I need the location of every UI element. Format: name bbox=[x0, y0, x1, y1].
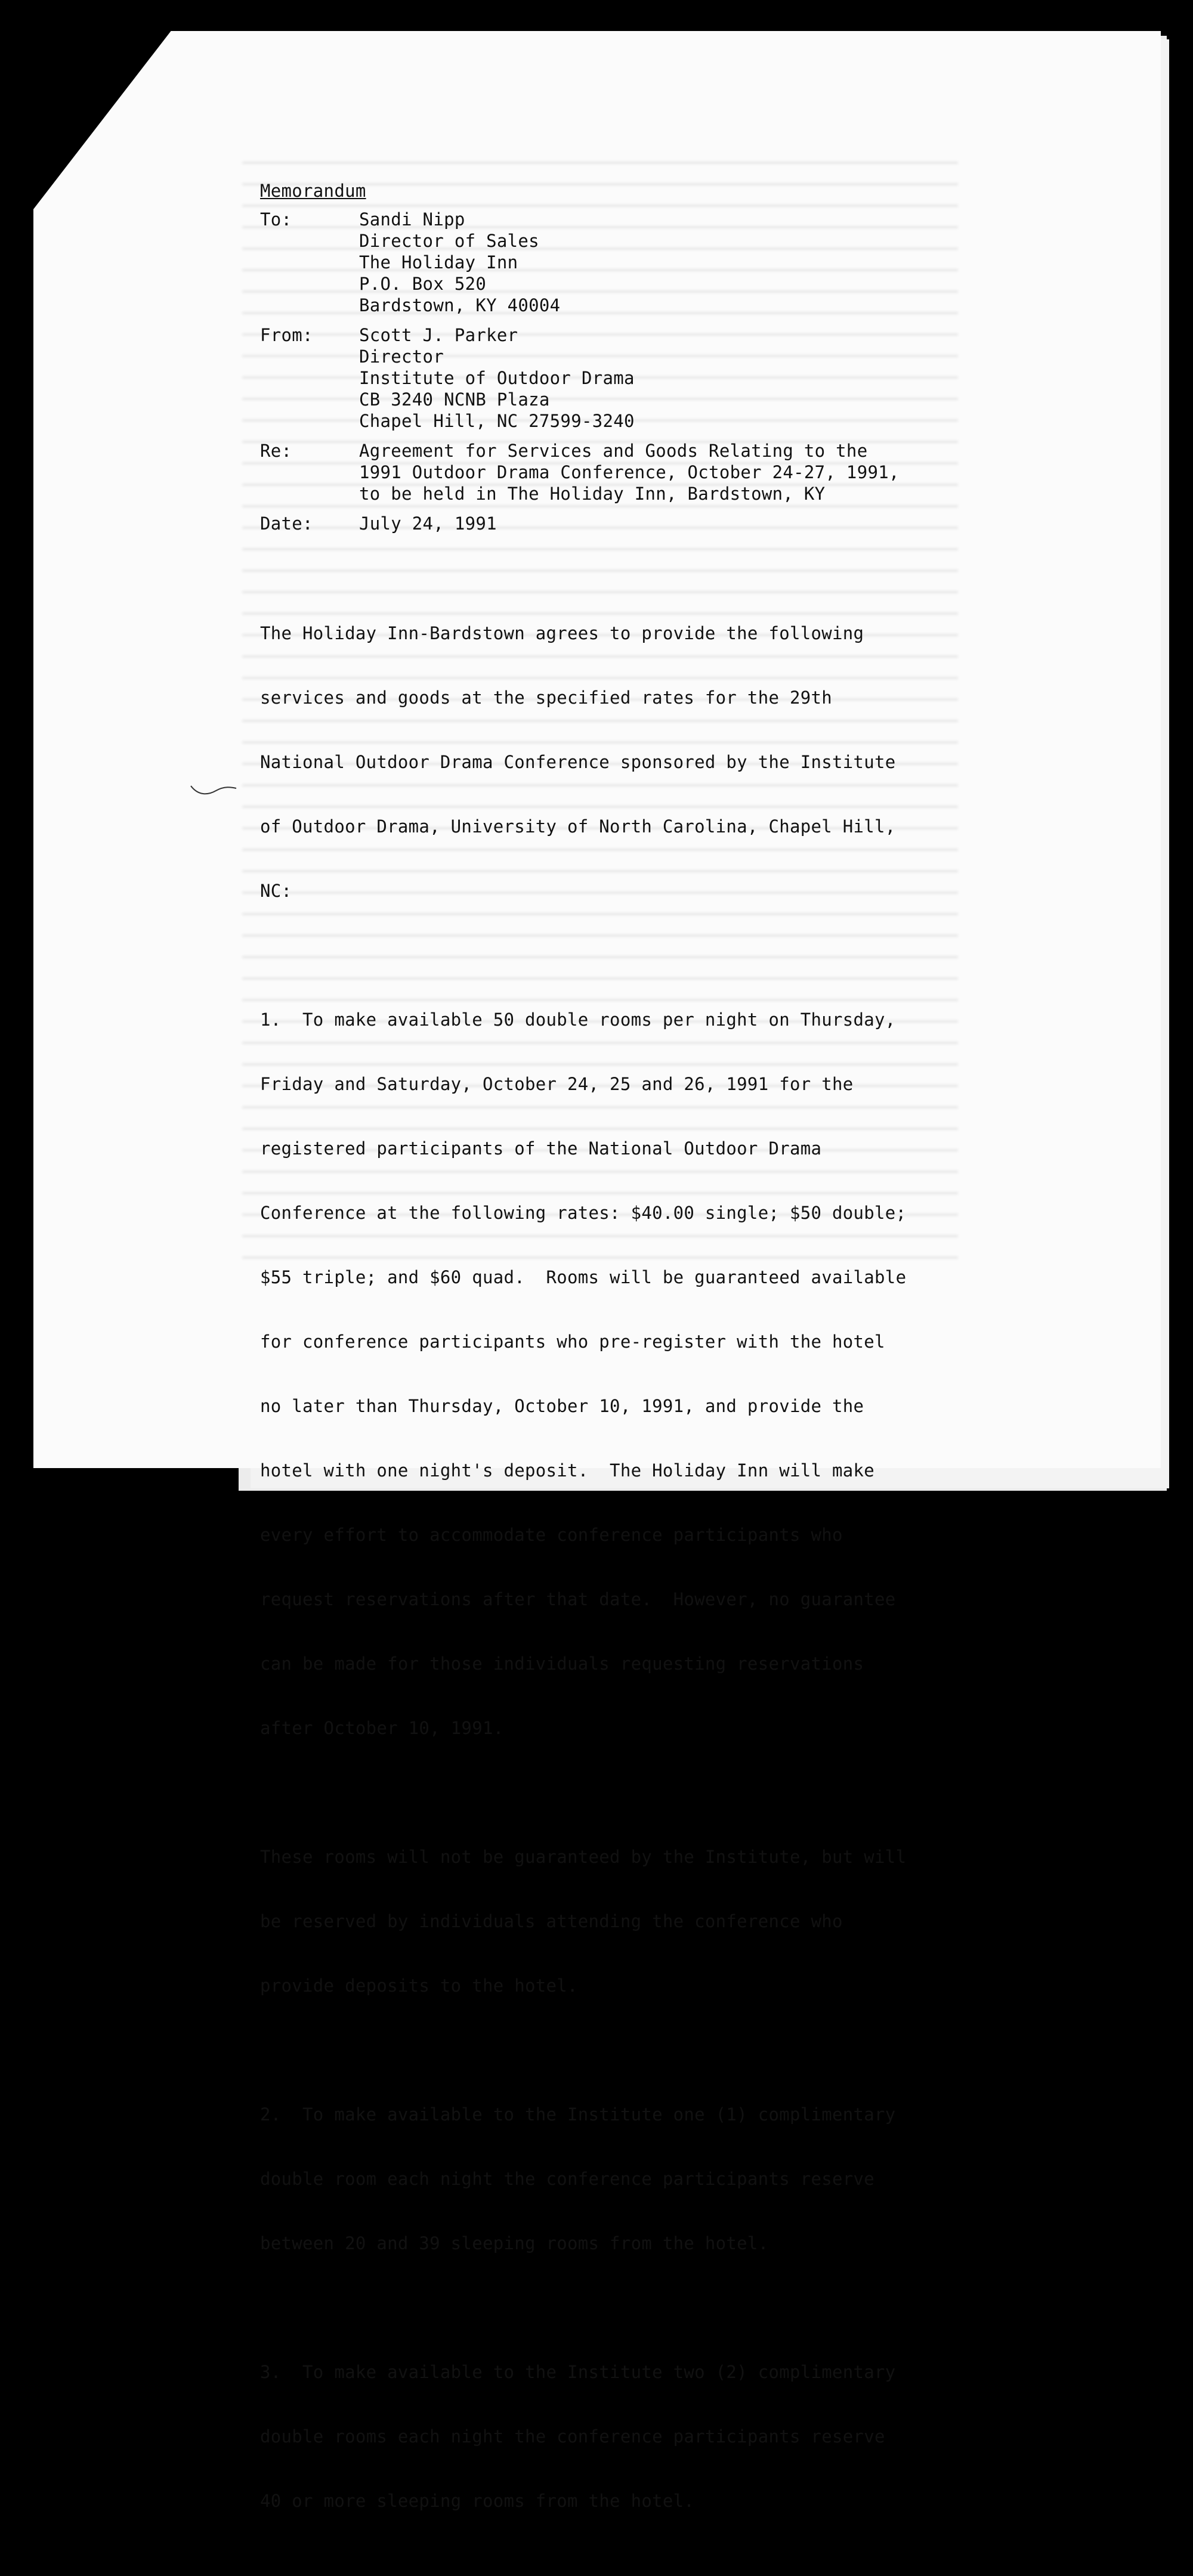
body-line: services and goods at the specified rates for the 29th bbox=[260, 688, 833, 708]
from-line: Institute of Outdoor Drama bbox=[359, 368, 635, 388]
to-address bbox=[359, 209, 940, 316]
body-line: These rooms will not be guaranteed by the Institute, but will bbox=[260, 1847, 907, 1867]
to-block bbox=[260, 209, 940, 316]
to-line: The Holiday Inn bbox=[359, 252, 518, 273]
re-label: Re: bbox=[260, 441, 292, 461]
body-line: every effort to accommodate conference participants who bbox=[260, 1525, 843, 1545]
body-line: request reservations after that date. However, no guarantee bbox=[260, 1589, 896, 1609]
body-line: be reserved by individuals attending the conference who bbox=[260, 1911, 843, 1931]
body-line: $55 triple; and $60 quad. Rooms will be guaranteed available bbox=[260, 1267, 907, 1287]
body-line: 1. To make available 50 double rooms per night on Thursday, bbox=[260, 1010, 896, 1030]
from-label: From: bbox=[260, 325, 313, 345]
re-subject bbox=[359, 440, 940, 504]
body-line: registered participants of the National Outdoor Drama bbox=[260, 1138, 822, 1159]
from-block bbox=[260, 324, 940, 432]
date-label: Date: bbox=[260, 513, 313, 534]
body-line: National Outdoor Drama Conference sponsored by the Institute bbox=[260, 752, 896, 772]
to-line: Bardstown, KY 40004 bbox=[359, 295, 561, 315]
body-line: between 20 and 39 sleeping rooms from the hotel. bbox=[260, 2233, 769, 2253]
body-line: Friday and Saturday, October 24, 25 and 26, 1991 for the bbox=[260, 1074, 854, 1094]
item-2-paragraph bbox=[260, 2061, 940, 2297]
re-block bbox=[260, 440, 940, 504]
to-line: Director of Sales bbox=[359, 231, 539, 251]
body-line: can be made for those individuals requesting reservations bbox=[260, 1654, 864, 1674]
from-line: CB 3240 NCNB Plaza bbox=[359, 389, 550, 410]
intro-paragraph bbox=[260, 580, 940, 945]
memo-content bbox=[260, 180, 940, 2576]
from-line: Director bbox=[359, 346, 444, 367]
re-line: Agreement for Services and Goods Relating to the bbox=[359, 441, 868, 461]
from-address bbox=[359, 324, 940, 432]
item-3-paragraph bbox=[260, 2318, 940, 2555]
body-line: hotel with one night's deposit. The Holiday Inn will make bbox=[260, 1460, 875, 1481]
body-line: The Holiday Inn-Bardstown agrees to provide the following bbox=[260, 623, 864, 643]
body-line: for conference participants who pre-register with the hotel bbox=[260, 1332, 885, 1352]
date-block bbox=[260, 513, 940, 534]
to-line: P.O. Box 520 bbox=[359, 274, 487, 294]
to-label: To: bbox=[260, 209, 292, 230]
body-line: NC: bbox=[260, 881, 292, 901]
body-line: 40 or more sleeping rooms from the hotel. bbox=[260, 2491, 695, 2511]
body-line: after October 10, 1991. bbox=[260, 1718, 504, 1738]
body-line: 2. To make available to the Institute one (1) complimentary bbox=[260, 2104, 896, 2125]
re-line: 1991 Outdoor Drama Conference, October 24-27, 1991, bbox=[359, 462, 900, 482]
body-line: double rooms each night the conference participants reserve bbox=[260, 2426, 885, 2447]
body-line: no later than Thursday, October 10, 1991, and provide the bbox=[260, 1396, 864, 1416]
from-line: Chapel Hill, NC 27599-3240 bbox=[359, 411, 635, 431]
to-line: Sandi Nipp bbox=[359, 209, 465, 230]
from-line: Scott J. Parker bbox=[359, 325, 518, 345]
body-line: of Outdoor Drama, University of North Carolina, Chapel Hill, bbox=[260, 816, 896, 837]
date-line: July 24, 1991 bbox=[359, 513, 497, 534]
pen-mark bbox=[190, 782, 237, 797]
body-line: Conference at the following rates: $40.00 single; $50 double; bbox=[260, 1203, 907, 1223]
body-line: 3. To make available to the Institute two (2) complimentary bbox=[260, 2362, 896, 2382]
body-line: double room each night the conference participants reserve bbox=[260, 2169, 875, 2189]
body-line: provide deposits to the hotel. bbox=[260, 1976, 578, 1996]
item-1-paragraph bbox=[260, 966, 940, 1782]
memo-title: Memorandum bbox=[260, 181, 366, 201]
item-1-note-paragraph bbox=[260, 1803, 940, 2039]
date-value bbox=[359, 513, 940, 534]
re-line: to be held in The Holiday Inn, Bardstown, KY bbox=[359, 484, 826, 504]
